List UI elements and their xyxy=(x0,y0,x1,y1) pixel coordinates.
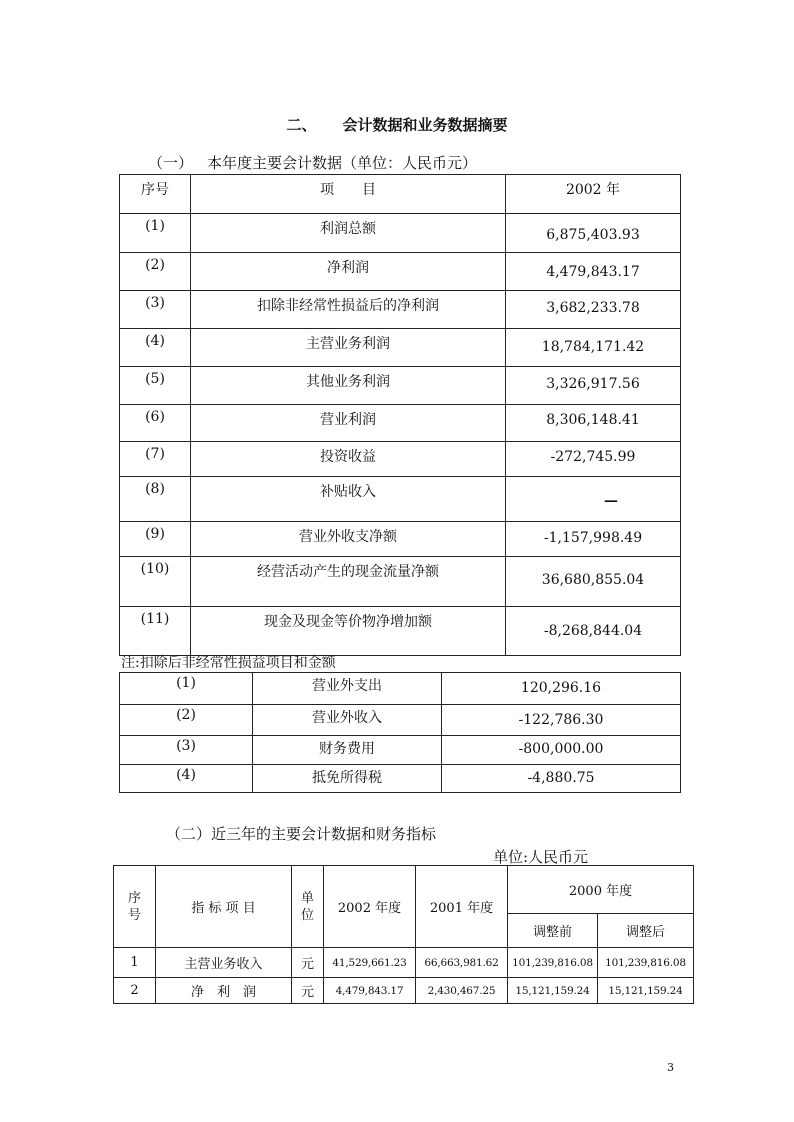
table-row xyxy=(114,978,694,1004)
section-title xyxy=(0,114,794,135)
table-header-row xyxy=(114,866,694,914)
row-item: 营业外收入 xyxy=(253,705,442,736)
row-2001: 66,663,981.62 xyxy=(416,948,508,978)
table-row xyxy=(120,522,681,557)
header-unit xyxy=(292,866,324,948)
section-heading: 会计数据和业务数据摘要 xyxy=(342,116,508,134)
header-2002: 2002 年度 xyxy=(324,866,416,948)
subsection-1-text: 本年度主要会计数据（单位：人民币元） xyxy=(207,154,478,172)
row-2002: 4,479,843.17 xyxy=(324,978,416,1004)
header-unit-text: 单位 xyxy=(300,890,314,923)
row-item: 抵免所得税 xyxy=(253,765,442,793)
table-row xyxy=(120,673,681,705)
row-item: 利润总额 xyxy=(191,214,506,253)
row-unit: 元 xyxy=(292,978,324,1004)
row-no: 1 xyxy=(114,948,156,978)
row-no: (1) xyxy=(120,214,191,253)
header-no-text: 序号 xyxy=(127,890,141,923)
row-value xyxy=(506,522,681,557)
row-value-text: -8,268,844.04 xyxy=(543,623,643,639)
unit-label: 单位:人民币元 xyxy=(493,848,589,866)
subsection-2-title: （二）近三年的主要会计数据和财务指标 xyxy=(166,825,437,843)
row-item: 经营活动产生的现金流量净额 xyxy=(191,557,506,607)
row-value-text: 8,306,148.41 xyxy=(546,412,640,428)
row-value xyxy=(506,291,681,329)
table-row xyxy=(120,214,681,253)
row-value xyxy=(506,607,681,656)
non-recurring-items-table xyxy=(119,672,681,793)
row-no: (3) xyxy=(120,291,191,329)
row-value-text: -1,157,998.49 xyxy=(543,530,643,546)
row-item: 其他业务利润 xyxy=(191,367,506,405)
row-item: 净 利 润 xyxy=(156,978,292,1004)
table-row xyxy=(120,329,681,367)
row-value-text: -272,745.99 xyxy=(550,449,636,465)
row-value xyxy=(506,367,681,405)
row-value-text: 3,326,917.56 xyxy=(546,376,640,392)
row-no: (9) xyxy=(120,522,191,557)
row-item: 主营业务收入 xyxy=(156,948,292,978)
row-item: 营业利润 xyxy=(191,405,506,442)
header-no: 序号 xyxy=(120,175,191,214)
row-value-text: 18,784,171.42 xyxy=(541,339,645,355)
row-no: (10) xyxy=(120,557,191,607)
row-item: 营业外收支净额 xyxy=(191,522,506,557)
row-no: (2) xyxy=(120,705,253,736)
row-2002: 41,529,661.23 xyxy=(324,948,416,978)
row-item: 营业外支出 xyxy=(253,673,442,705)
row-2001: 2,430,467.25 xyxy=(416,978,508,1004)
subsection-1-title xyxy=(148,152,477,173)
row-value-text: 4,479,843.17 xyxy=(546,264,640,280)
header-after-adjustment: 调整后 xyxy=(598,914,694,948)
header-2000: 2000 年度 xyxy=(508,866,694,914)
row-value-text: 3,682,233.78 xyxy=(546,300,640,316)
table-row xyxy=(120,607,681,656)
header-year: 2002 年 xyxy=(506,175,681,214)
row-item: 净利润 xyxy=(191,253,506,291)
row-value xyxy=(506,557,681,607)
row-no: (1) xyxy=(120,673,253,705)
table-row xyxy=(114,948,694,978)
subsection-1-prefix: （一） xyxy=(148,154,194,172)
row-no: (8) xyxy=(120,477,191,522)
row-no: (4) xyxy=(120,765,253,793)
three-year-data-table xyxy=(113,865,694,1004)
row-value: -800,000.00 xyxy=(442,736,681,765)
row-no: (3) xyxy=(120,736,253,765)
row-value xyxy=(506,477,681,522)
table-row xyxy=(120,367,681,405)
table-header-row xyxy=(120,175,681,214)
header-item: 项 目 xyxy=(191,175,506,214)
row-value-text: 6,875,403.93 xyxy=(546,227,640,243)
table-row xyxy=(120,442,681,477)
table-row xyxy=(120,253,681,291)
row-value-text: 36,680,855.04 xyxy=(541,572,645,588)
row-value xyxy=(506,329,681,367)
header-item: 指 标 项 目 xyxy=(156,866,292,948)
row-unit: 元 xyxy=(292,948,324,978)
row-no: (11) xyxy=(120,607,191,656)
row-before: 101,239,816.08 xyxy=(508,948,598,978)
note-text: 注:扣除后非经常性损益项目和金额 xyxy=(121,655,336,671)
row-item: 补贴收入 xyxy=(191,477,506,522)
row-no: (6) xyxy=(120,405,191,442)
row-value: 120,296.16 xyxy=(442,673,681,705)
header-2001: 2001 年度 xyxy=(416,866,508,948)
row-item: 财务费用 xyxy=(253,736,442,765)
row-value xyxy=(506,405,681,442)
header-before-adjustment: 调整前 xyxy=(508,914,598,948)
row-before: 15,121,159.24 xyxy=(508,978,598,1004)
row-value xyxy=(506,214,681,253)
row-value-text: — xyxy=(604,493,618,509)
row-item: 投资收益 xyxy=(191,442,506,477)
table-row xyxy=(120,705,681,736)
page-number: 3 xyxy=(667,1061,674,1074)
row-no: (4) xyxy=(120,329,191,367)
row-value xyxy=(506,442,681,477)
table-row xyxy=(120,405,681,442)
row-item: 主营业务利润 xyxy=(191,329,506,367)
main-accounting-data-table xyxy=(119,174,681,656)
row-no: (5) xyxy=(120,367,191,405)
row-value xyxy=(506,253,681,291)
row-item: 扣除非经常性损益后的净利润 xyxy=(191,291,506,329)
row-after: 15,121,159.24 xyxy=(598,978,694,1004)
table-row xyxy=(120,765,681,793)
row-no: (7) xyxy=(120,442,191,477)
row-value: -4,880.75 xyxy=(442,765,681,793)
header-no xyxy=(114,866,156,948)
section-number: 二、 xyxy=(286,116,317,134)
table-row xyxy=(120,477,681,522)
table-row xyxy=(120,736,681,765)
row-item: 现金及现金等价物净增加额 xyxy=(191,607,506,656)
row-after: 101,239,816.08 xyxy=(598,948,694,978)
table-row xyxy=(120,557,681,607)
row-value: -122,786.30 xyxy=(442,705,681,736)
table-row xyxy=(120,291,681,329)
row-no: 2 xyxy=(114,978,156,1004)
row-no: (2) xyxy=(120,253,191,291)
